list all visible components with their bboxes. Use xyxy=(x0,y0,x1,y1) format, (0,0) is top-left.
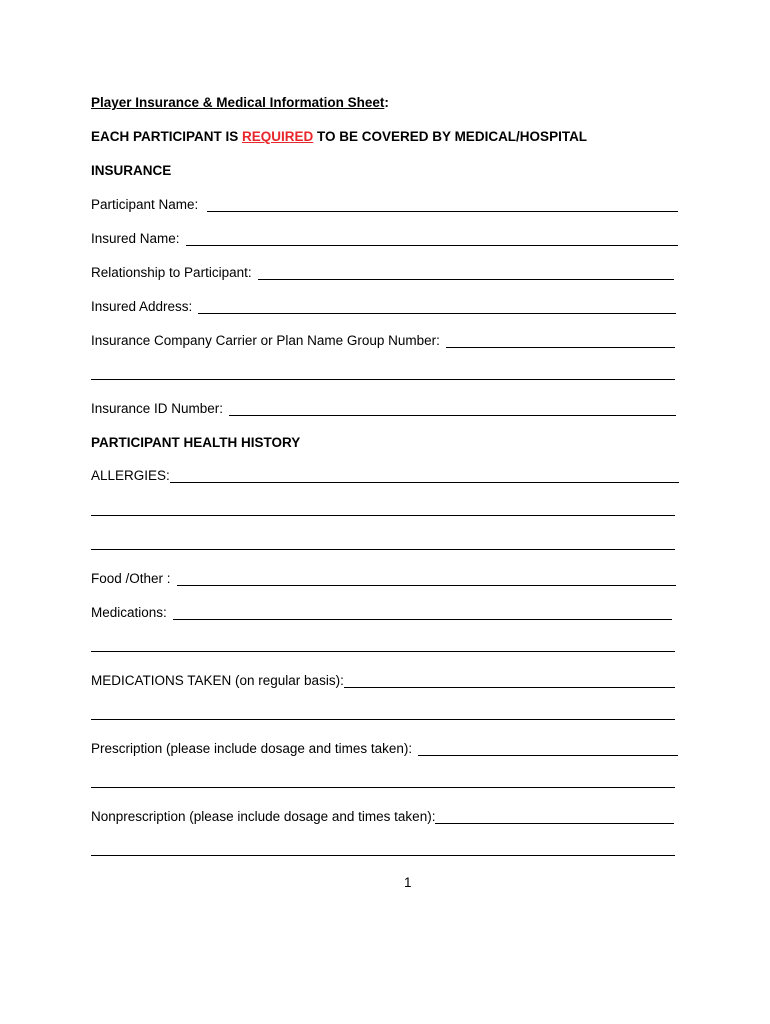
insured-address-label: Insured Address: xyxy=(91,299,193,314)
requirement-prefix: EACH PARTICIPANT IS xyxy=(91,129,243,144)
nonprescription-line-2[interactable] xyxy=(91,855,675,856)
insurance-id-blank[interactable] xyxy=(229,403,676,416)
insurance-company-label: Insurance Company Carrier or Plan Name Group Number: xyxy=(91,333,440,348)
insurance-company-continuation-line[interactable] xyxy=(91,379,675,380)
medications-field xyxy=(91,605,672,621)
relationship-field xyxy=(91,265,674,281)
participant-name-blank[interactable] xyxy=(207,199,678,212)
medications-line-2[interactable] xyxy=(91,651,675,652)
insurance-company-field xyxy=(91,333,675,349)
medications-taken-blank[interactable] xyxy=(344,675,675,688)
insured-name-blank[interactable] xyxy=(186,233,678,246)
title-text: Player Insurance & Medical Information Sheet xyxy=(91,95,385,110)
prescription-line-2[interactable] xyxy=(91,787,675,788)
allergies-blank[interactable] xyxy=(170,470,679,483)
insured-address-blank[interactable] xyxy=(198,301,676,314)
medications-taken-label: MEDICATIONS TAKEN (on regular basis): xyxy=(91,673,344,688)
requirement-suffix: TO BE COVERED BY MEDICAL/HOSPITAL xyxy=(313,129,588,144)
allergies-line-3[interactable] xyxy=(91,549,675,550)
medications-blank[interactable] xyxy=(173,607,672,620)
required-emphasis: REQUIRED xyxy=(242,129,314,144)
allergies-field xyxy=(91,468,679,484)
prescription-label: Prescription (please include dosage and times taken): xyxy=(91,741,413,756)
title-colon: : xyxy=(384,95,389,110)
insurance-id-field xyxy=(91,401,676,417)
insurance-company-blank[interactable] xyxy=(446,335,675,348)
prescription-field xyxy=(91,741,678,757)
medications-taken-line-2[interactable] xyxy=(91,719,675,720)
nonprescription-field xyxy=(91,809,674,825)
page-number: 1 xyxy=(404,875,412,890)
medications-label: Medications: xyxy=(91,605,167,620)
insured-name-field xyxy=(91,231,678,247)
food-other-field xyxy=(91,571,676,587)
medications-taken-field xyxy=(91,673,675,689)
insurance-id-label: Insurance ID Number: xyxy=(91,401,224,416)
insured-address-field xyxy=(91,299,676,315)
food-other-blank[interactable] xyxy=(177,573,676,586)
allergies-label: ALLERGIES: xyxy=(91,468,170,483)
relationship-label: Relationship to Participant: xyxy=(91,265,252,280)
food-other-label: Food /Other : xyxy=(91,571,171,586)
health-history-heading: PARTICIPANT HEALTH HISTORY xyxy=(91,435,301,450)
insured-name-label: Insured Name: xyxy=(91,231,180,246)
requirement-statement xyxy=(91,129,587,145)
relationship-blank[interactable] xyxy=(258,267,674,280)
prescription-blank[interactable] xyxy=(418,743,678,756)
requirement-line2: INSURANCE xyxy=(91,163,172,178)
nonprescription-blank[interactable] xyxy=(435,811,674,824)
allergies-line-2[interactable] xyxy=(91,515,675,516)
nonprescription-label: Nonprescription (please include dosage and times taken): xyxy=(91,809,436,824)
page-title xyxy=(91,95,389,111)
participant-name-label: Participant Name: xyxy=(91,197,199,212)
participant-name-field xyxy=(91,197,678,213)
